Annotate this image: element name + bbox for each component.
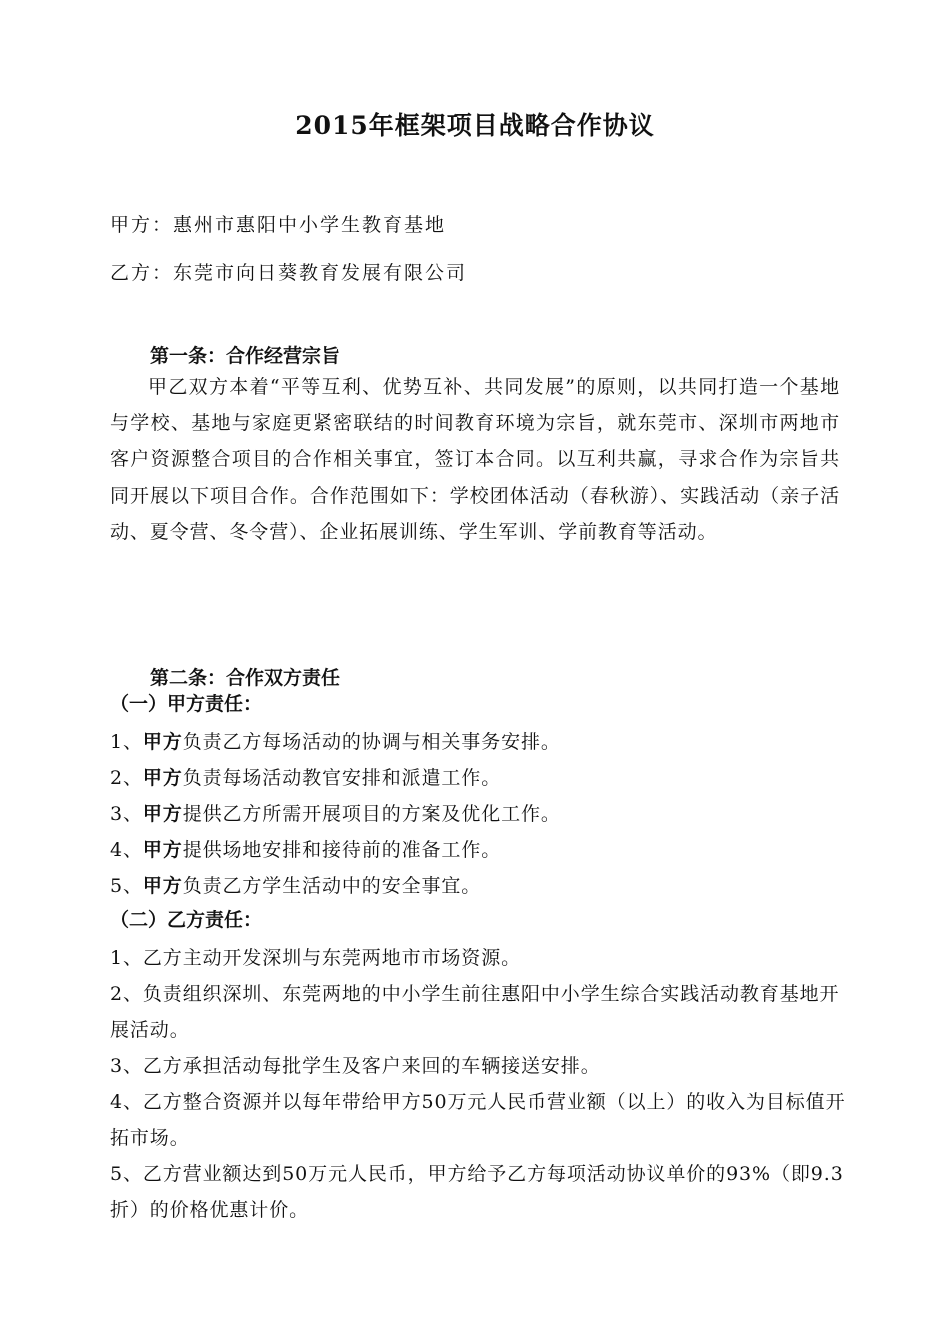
section-a-item-3 [110, 796, 850, 832]
item-number: 4、 [110, 839, 143, 861]
party-a: 甲方：惠州市惠阳中小学生教育基地 [110, 214, 447, 236]
section-a-item-4 [110, 832, 850, 868]
item-number: 2、 [110, 767, 143, 789]
item-subject: 甲方 [142, 803, 183, 825]
section-a-heading: （一）甲方责任： [110, 693, 263, 715]
section-b-heading: （二）乙方责任： [110, 909, 263, 931]
item-text: 提供乙方所需开展项目的方案及优化工作。 [182, 803, 561, 825]
item-number: 1、 [110, 731, 143, 753]
document-title: 2015年框架项目战略合作协议 [295, 111, 655, 140]
item-text: 负责乙方每场活动的协调与相关事务安排。 [182, 731, 561, 753]
item-subject: 甲方 [142, 731, 183, 753]
item-subject: 甲方 [142, 839, 183, 861]
article1-heading: 第一条：合作经营宗旨 [150, 345, 341, 367]
section-a-item-2 [110, 760, 850, 796]
section-b-item-5: 5、乙方营业额达到50万元人民币，甲方给予乙方每项活动协议单价的93%（即9.3折）的价格优惠计价。 [110, 1163, 844, 1222]
item-text: 负责乙方学生活动中的安全事宜。 [182, 875, 482, 897]
item-subject: 甲方 [142, 767, 183, 789]
item-number: 3、 [110, 803, 143, 825]
article1-text: 甲乙双方本着“平等互利、优势互补、共同发展”的原则，以共同打造一个基地与学校、基地与家庭更紧密联结的时间教育环境为宗旨，就东莞市、深圳市两地市客户资源整合项目的合作相关事宜，签订本合同。以互利共赢，寻求合作为宗旨共同开展以下项目合作。合作范围如下：学校团体活动（春秋游）、实践活动（亲子活动、夏令营、冬令营）、企业拓展训练、学生军训、学前教育等活动。 [110, 376, 840, 543]
party-b: 乙方：东莞市向日葵教育发展有限公司 [110, 262, 468, 284]
section-b-item-4: 4、乙方整合资源并以每年带给甲方50万元人民币营业额（以上）的收入为目标值开拓市场。 [110, 1091, 846, 1150]
section-a-item-5 [110, 868, 850, 904]
item-text: 提供场地安排和接待前的准备工作。 [182, 839, 502, 861]
item-subject: 甲方 [142, 875, 183, 897]
item-number: 5、 [110, 875, 143, 897]
item-text: 负责每场活动教官安排和派遣工作。 [182, 767, 502, 789]
section-b-item-2: 2、负责组织深圳、东莞两地的中小学生前往惠阳中小学生综合实践活动教育基地开展活动。 [110, 983, 840, 1042]
article2-heading: 第二条：合作双方责任 [150, 667, 341, 689]
section-b-item-3: 3、乙方承担活动每批学生及客户来回的车辆接送安排。 [110, 1055, 601, 1077]
section-a-item-1 [110, 724, 850, 760]
section-b-item-1: 1、乙方主动开发深圳与东莞两地市市场资源。 [110, 947, 521, 969]
